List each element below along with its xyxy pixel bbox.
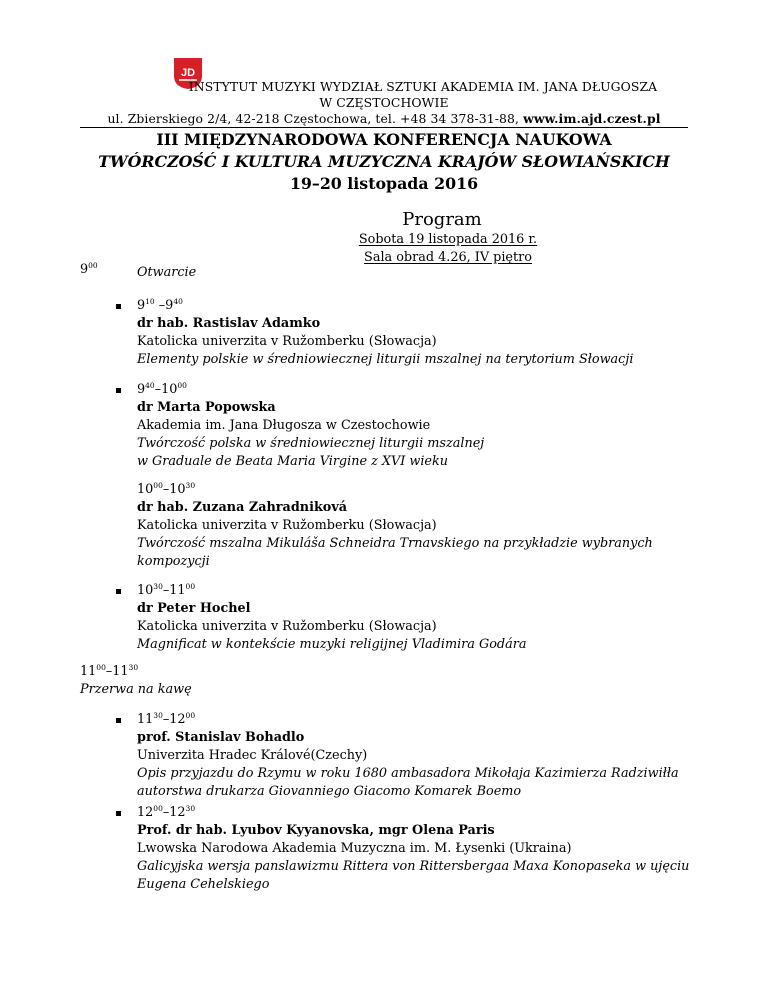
talk-title: Opis przyjazdu do Rzymu w roku 1680 ambasadora Mikołaja Kazimierza Radziwiłła [137, 766, 679, 781]
talk-title-continued: autorstwa drukarza Giovanniego Giacomo Komarek Boemo [137, 784, 522, 799]
talk-speaker: dr Peter Hochel [137, 601, 251, 616]
talk-title: Magnificat w kontekście muzyki religijnej Vladimira Godára [137, 637, 527, 652]
talk-time: $12^{00}-12^{30}$ [137, 804, 196, 820]
bullet-icon [116, 304, 121, 309]
conference-theme: TWÓRCZOŚĆ I KULTURA MUZYCZNA KRAJÓW SŁOWIAŃSKICH [98, 152, 670, 171]
talk-speaker: dr hab. Zuzana Zahradniková [137, 500, 348, 515]
conference-title: III MIĘDZYNARODOWA KONFERENCJA NAUKOWA [156, 130, 612, 149]
website-link[interactable]: www.im.ajd.czest.pl [523, 111, 661, 126]
program-day: Sobota 19 listopada 2016 r. [358, 232, 538, 247]
talk-title: Twórczość polska w średniowiecznej liturgii mszalnej [137, 436, 485, 451]
talk-speaker: prof. Stanislav Bohadlo [137, 730, 305, 745]
bullet-icon [116, 589, 121, 594]
talk-affiliation: Katolicka univerzita v Ružomberku (Słowacja) [137, 334, 437, 349]
talk-time: $10^{30}-11^{00}$ [137, 582, 196, 598]
talk-affiliation: Lwowska Narodowa Akademia Muzyczna im. M. Łysenki (Ukraina) [137, 841, 572, 856]
institution-city: W CZĘSTOCHOWIE [319, 95, 449, 110]
talk-title-continued: kompozycji [137, 554, 210, 569]
talk-affiliation: Univerzita Hradec Králové(Czechy) [137, 748, 368, 763]
talk-affiliation: Akademia im. Jana Długosza w Czestochowie [137, 418, 431, 433]
talk-title-continued: Eugena Cehelskiego [137, 877, 270, 892]
talk-time: $9^{40}-10^{00}$ [137, 381, 187, 397]
program-venue: Sala obrad 4.26, IV piętro [364, 250, 532, 265]
talk-title: Elementy polskie w średniowiecznej liturgii mszalnej na terytorium Słowacji [137, 352, 634, 367]
opening-time: $9^{00}$ [80, 261, 98, 277]
talk-speaker: dr hab. Rastislav Adamko [137, 316, 321, 331]
talk-affiliation: Katolicka univerzita v Ružomberku (Słowacja) [137, 518, 437, 533]
program-heading: Program [402, 209, 482, 230]
logo-letters: JD [180, 67, 196, 79]
talk-speaker: Prof. dr hab. Lyubov Kyyanovska, mgr Olena Paris [137, 823, 495, 838]
talk-time: $9^{10}$ $-9^{40}$ [137, 297, 183, 313]
bullet-icon [116, 811, 121, 816]
break-time: $11^{00}-11^{30}$ [80, 663, 139, 679]
bullet-icon [116, 718, 121, 723]
talk-time: $11^{30}-12^{00}$ [137, 711, 196, 727]
conference-dates: 19–20 listopada 2016 [289, 174, 479, 193]
header-divider [80, 127, 688, 128]
institution-address: ul. Zbierskiego 2/4, 42-218 Częstochowa, tel. +48 34 378-31-88, www.im.ajd.czest.pl [107, 111, 661, 126]
talk-title: Twórczość mszalna Mikuláša Schneidra Trnavskiego na przykładzie wybranych [137, 536, 653, 551]
talk-affiliation: Katolicka univerzita v Ružomberku (Słowacja) [137, 619, 437, 634]
break-label: Przerwa na kawę [80, 682, 192, 697]
opening-label: Otwarcie [137, 265, 197, 280]
talk-title-continued: w Graduale de Beata Maria Virgine z XVI wieku [137, 454, 448, 469]
talk-title: Galicyjska wersja panslawizmu Rittera von Rittersbergaa Maxa Konopaseka w ujęciu [137, 859, 690, 874]
bullet-icon [116, 388, 121, 393]
talk-time: $10^{00}-10^{30}$ [137, 481, 196, 497]
institution-name: INSTYTUT MUZYKI WYDZIAŁ SZTUKI AKADEMIA IM. JANA DŁUGOSZA [188, 79, 658, 94]
talk-speaker: dr Marta Popowska [137, 400, 276, 415]
